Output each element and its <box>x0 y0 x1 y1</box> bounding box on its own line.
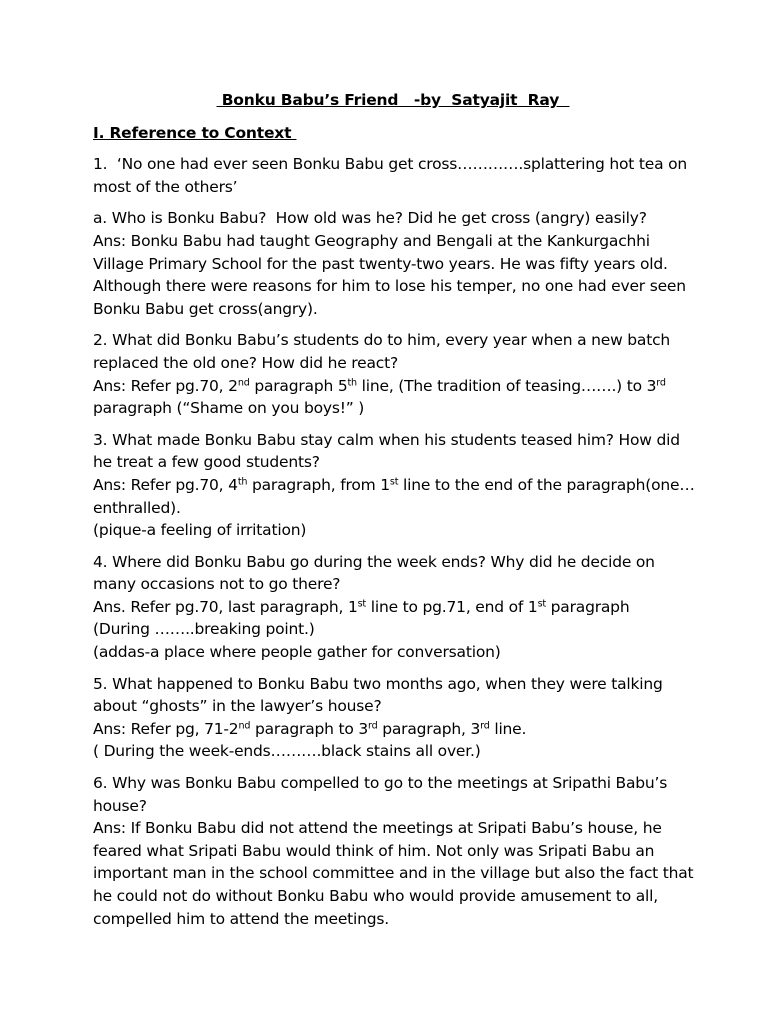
text-line: 1. ‘No one had ever seen Bonku Babu get cross………….splattering hot tea on <box>93 155 688 174</box>
text-line: (addas-a place where people gather for conversation) <box>93 643 501 662</box>
text-run: paragraph 5 <box>249 376 348 395</box>
question-2 <box>93 329 683 419</box>
text-line: feared what Sripati Babu would think of him. Not only was Sripati Babu an <box>93 841 655 860</box>
text-line: 5. What happened to Bonku Babu two months ago, when they were talking <box>93 674 663 693</box>
text-line: enthralled). <box>93 498 181 517</box>
ordinal-suffix: rd <box>368 720 378 732</box>
question-a <box>93 207 686 320</box>
text-run: paragraph, 3 <box>377 719 481 738</box>
ordinal-suffix: th <box>237 476 248 488</box>
ordinal-suffix: st <box>389 476 399 488</box>
text-run: line to pg.71, end of 1 <box>366 597 538 616</box>
text-run: paragraph to 3 <box>250 719 369 738</box>
text-line: Village Primary School for the past twenty-two years. He was fifty years old. <box>93 254 668 273</box>
text-run: line. <box>489 719 527 738</box>
text-line: paragraph (“Shame on you boys!” ) <box>93 399 365 418</box>
text-line: house? <box>93 796 147 815</box>
text-line: 3. What made Bonku Babu stay calm when his students teased him? How did <box>93 430 680 449</box>
document-body <box>93 89 695 939</box>
text-line: important man in the school committee and in the village but also the fact that <box>93 864 694 883</box>
document-title: Bonku Babu’s Friend -by Satyajit Ray <box>216 91 570 109</box>
text-run: Ans: Refer pg, 71-2 <box>93 719 239 738</box>
ordinal-suffix: rd <box>656 377 666 389</box>
question-6 <box>93 772 694 930</box>
ordinal-suffix: th <box>347 377 357 389</box>
answer-reference-line <box>93 596 683 619</box>
ordinal-suffix: rd <box>480 720 490 732</box>
text-line: 4. Where did Bonku Babu go during the week ends? Why did he decide on <box>93 552 655 571</box>
text-run: Ans. Refer pg.70, last paragraph, 1 <box>93 597 358 616</box>
text-run: paragraph <box>545 597 630 616</box>
text-line: (pique-a feeling of irritation) <box>93 521 307 540</box>
text-line: (During ……..breaking point.) <box>93 620 315 639</box>
text-line: he treat a few good students? <box>93 453 320 472</box>
answer-reference-line <box>93 718 683 741</box>
text-line: ( During the week-ends……….black stains all over.) <box>93 742 481 761</box>
ordinal-suffix: st <box>537 598 546 610</box>
text-line: replaced the old one? How did he react? <box>93 353 398 372</box>
text-line: 6. Why was Bonku Babu compelled to go to the meetings at Sripathi Babu’s <box>93 774 668 793</box>
text-line: Although there were reasons for him to lose his temper, no one had ever seen <box>93 277 686 296</box>
question-1 <box>93 153 688 198</box>
text-line: Ans: If Bonku Babu did not attend the meetings at Sripati Babu’s house, he <box>93 819 662 838</box>
text-run: line, (The tradition of teasing…….) to 3 <box>356 376 657 395</box>
text-run: line to the end of the paragraph(one… <box>398 475 695 494</box>
question-5 <box>93 673 683 763</box>
text-line: a. Who is Bonku Babu? How old was he? Did he get cross (angry) easily? <box>93 209 647 228</box>
question-3 <box>93 429 695 542</box>
text-line: Bonku Babu get cross(angry). <box>93 299 318 318</box>
answer-reference-line <box>93 474 695 497</box>
question-4 <box>93 551 683 664</box>
text-run: Ans: Refer pg.70, 4 <box>93 475 238 494</box>
ordinal-suffix: nd <box>238 720 251 732</box>
text-line: most of the others’ <box>93 177 238 196</box>
ordinal-suffix: st <box>357 598 366 610</box>
text-line: he could not do without Bonku Babu who would provide amusement to all, <box>93 887 658 905</box>
text-line: many occasions not to go there? <box>93 575 341 594</box>
text-line: about “ghosts” in the lawyer’s house? <box>93 697 382 716</box>
text-run: Ans: Refer pg.70, 2 <box>93 376 238 395</box>
text-line: 2. What did Bonku Babu’s students do to him, every year when a new batch <box>93 331 671 350</box>
text-line: compelled him to attend the meetings. <box>93 909 390 928</box>
answer-reference-line <box>93 375 683 398</box>
ordinal-suffix: nd <box>237 377 250 389</box>
text-run: paragraph, from 1 <box>247 475 390 494</box>
section-heading: I. Reference to Context <box>93 123 297 142</box>
text-line: Ans: Bonku Babu had taught Geography and Bengali at the Kankurgachhi <box>93 231 650 250</box>
